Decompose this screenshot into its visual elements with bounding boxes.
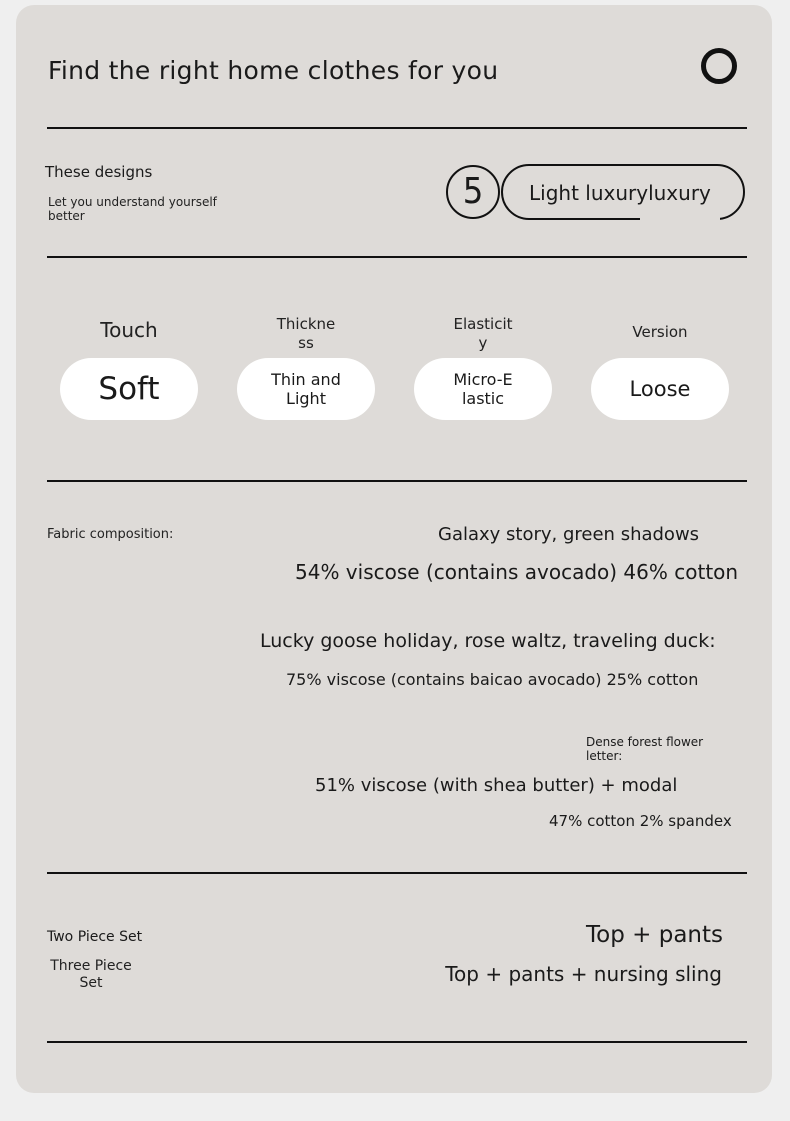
fabric-composition: 75% viscose (contains baicao avocado) 25% cotton [286,670,699,689]
attr-value-thickness: Thin and Light [237,358,375,420]
fabric-group-name: Lucky goose holiday, rose waltz, traveling duck: [260,630,716,652]
divider [47,1041,747,1043]
attr-heading-touch: Touch [100,318,158,342]
fabric-group-name: Galaxy story, green shadows [438,524,700,545]
fabric-composition: 51% viscose (with shea butter) + modal [315,775,678,796]
pill-gap [640,216,720,222]
attr-heading-thickness: Thickne ss [276,315,336,352]
set-value: Top + pants + nursing sling [445,962,722,986]
divider [47,256,747,258]
attr-value-touch: Soft [60,358,198,420]
attr-heading-version: Version [632,323,688,341]
grade-number-badge: 5 [446,165,500,219]
attr-value-version: Loose [591,358,729,420]
set-label: Three Piece Set [50,958,132,991]
divider [47,480,747,482]
page-title: Find the right home clothes for you [48,56,499,85]
attr-value-elasticity: Micro-Elastic [414,358,552,420]
intro-heading: These designs [45,163,153,181]
fabric-group-name: Dense forest flower letter: [586,735,704,763]
set-value: Top + pants [586,922,723,948]
fabric-composition: 54% viscose (contains avocado) 46% cotton [295,560,739,584]
set-label: Two Piece Set [47,929,143,945]
circle-icon [701,48,737,84]
intro-subtext: Let you understand yourself better [48,195,217,223]
fabric-composition: 47% cotton 2% spandex [549,812,732,830]
divider [47,127,747,129]
fabric-label: Fabric composition: [47,527,174,542]
divider [47,872,747,874]
grade-label-pill: Light luxuryluxury [501,164,745,220]
attr-heading-elasticity: Elasticit y [453,315,513,352]
